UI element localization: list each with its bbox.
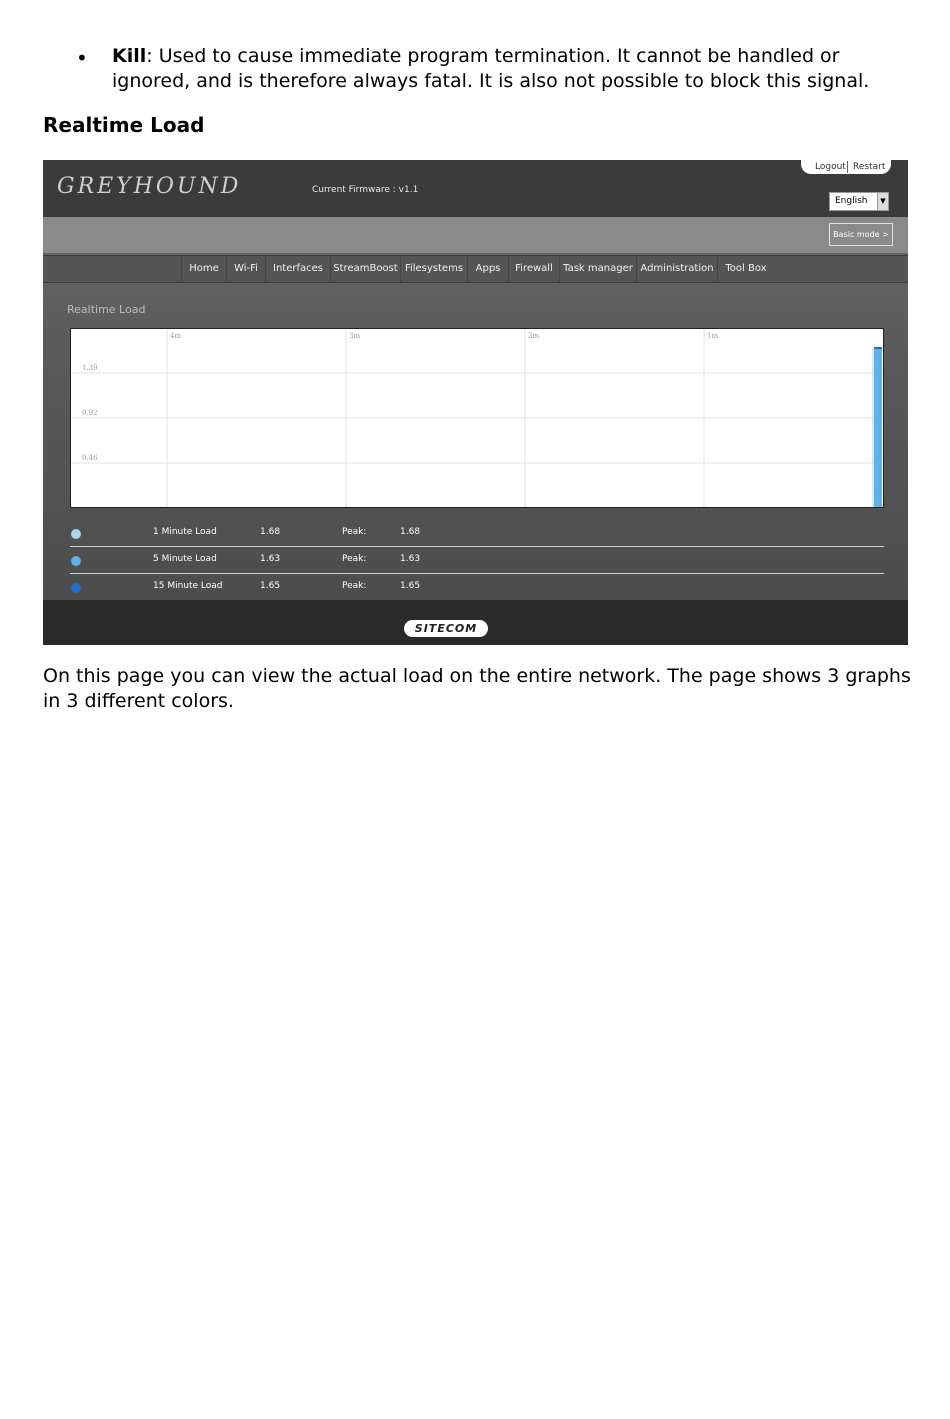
- basic-mode-button[interactable]: Basic mode >: [829, 223, 893, 246]
- legend-dot: [71, 583, 81, 593]
- restart-link[interactable]: Restart: [853, 162, 886, 172]
- legend-peak-label: Peak:: [342, 581, 367, 591]
- legend-value: 1.63: [260, 554, 281, 564]
- main-nav: [43, 255, 908, 283]
- y-tick-label: 0.46: [82, 454, 98, 462]
- nav-wifi[interactable]: Wi-Fi: [226, 256, 265, 282]
- router-screenshot: [43, 160, 908, 645]
- x-tick-label: 4m: [170, 332, 182, 340]
- chevron-down-icon: ▼: [877, 193, 888, 210]
- mode-bar: [43, 217, 908, 253]
- nav-apps[interactable]: Apps: [467, 256, 508, 282]
- x-tick-label: 1m: [707, 332, 719, 340]
- legend-dot: [71, 556, 81, 566]
- panel-title: Realtime Load: [67, 303, 146, 316]
- legend-divider: [70, 573, 884, 574]
- legend-peak-label: Peak:: [342, 554, 367, 564]
- legend-dot: [71, 529, 81, 539]
- y-tick-label: 1.39: [82, 364, 98, 372]
- nav-home[interactable]: Home: [181, 256, 226, 282]
- load-bar-top: [874, 347, 882, 349]
- legend-value: 1.68: [260, 527, 281, 537]
- nav-firewall[interactable]: Firewall: [508, 256, 559, 282]
- legend-peak-value: 1.68: [400, 527, 421, 537]
- legend-label: 1 Minute Load: [153, 527, 217, 537]
- load-graph: [70, 328, 884, 508]
- nav-filesystems[interactable]: Filesystems: [400, 256, 467, 282]
- x-tick-label: 3m: [349, 332, 361, 340]
- nav-tool-box[interactable]: Tool Box: [717, 256, 774, 282]
- nav-administration[interactable]: Administration: [636, 256, 717, 282]
- legend-divider: [70, 546, 884, 547]
- legend-peak-label: Peak:: [342, 527, 367, 537]
- x-tick-label: 2m: [528, 332, 540, 340]
- legend-peak-value: 1.65: [400, 581, 421, 591]
- bullet-icon: •: [76, 46, 88, 70]
- y-tick-label: 0.92: [82, 409, 98, 417]
- legend-row-1min: [70, 522, 884, 548]
- legend-row-15min: [70, 576, 884, 602]
- load-graph-svg: [71, 329, 883, 507]
- load-bar: [874, 347, 882, 507]
- kill-description: : Used to cause immediate program termination. It cannot be handled or ignored, and is therefore always fatal. It is also not possible to block this signal.: [112, 45, 870, 92]
- greyhound-logo: GREYHOUND: [57, 174, 242, 199]
- firmware-version: Current Firmware : v1.1: [312, 185, 419, 195]
- nav-task-manager[interactable]: Task manager: [559, 256, 636, 282]
- legend-label: 15 Minute Load: [153, 581, 223, 591]
- description-paragraph: On this page you can view the actual load on the entire network. The page shows 3 graphs in 3 different colors.: [43, 665, 911, 712]
- language-value: English: [835, 196, 868, 206]
- legend-row-5min: [70, 549, 884, 575]
- nav-streamboost[interactable]: StreamBoost: [330, 256, 400, 282]
- sitecom-logo: SITECOM: [404, 620, 488, 637]
- nav-interfaces[interactable]: Interfaces: [265, 256, 330, 282]
- top-links-divider: [847, 161, 848, 173]
- section-heading: Realtime Load: [43, 113, 205, 137]
- legend-peak-value: 1.63: [400, 554, 421, 564]
- kill-bullet: [112, 44, 912, 94]
- legend-label: 5 Minute Load: [153, 554, 217, 564]
- logout-link[interactable]: Logout: [815, 162, 846, 172]
- legend-value: 1.65: [260, 581, 281, 591]
- kill-term: Kill: [112, 45, 147, 67]
- language-select[interactable]: [829, 192, 889, 211]
